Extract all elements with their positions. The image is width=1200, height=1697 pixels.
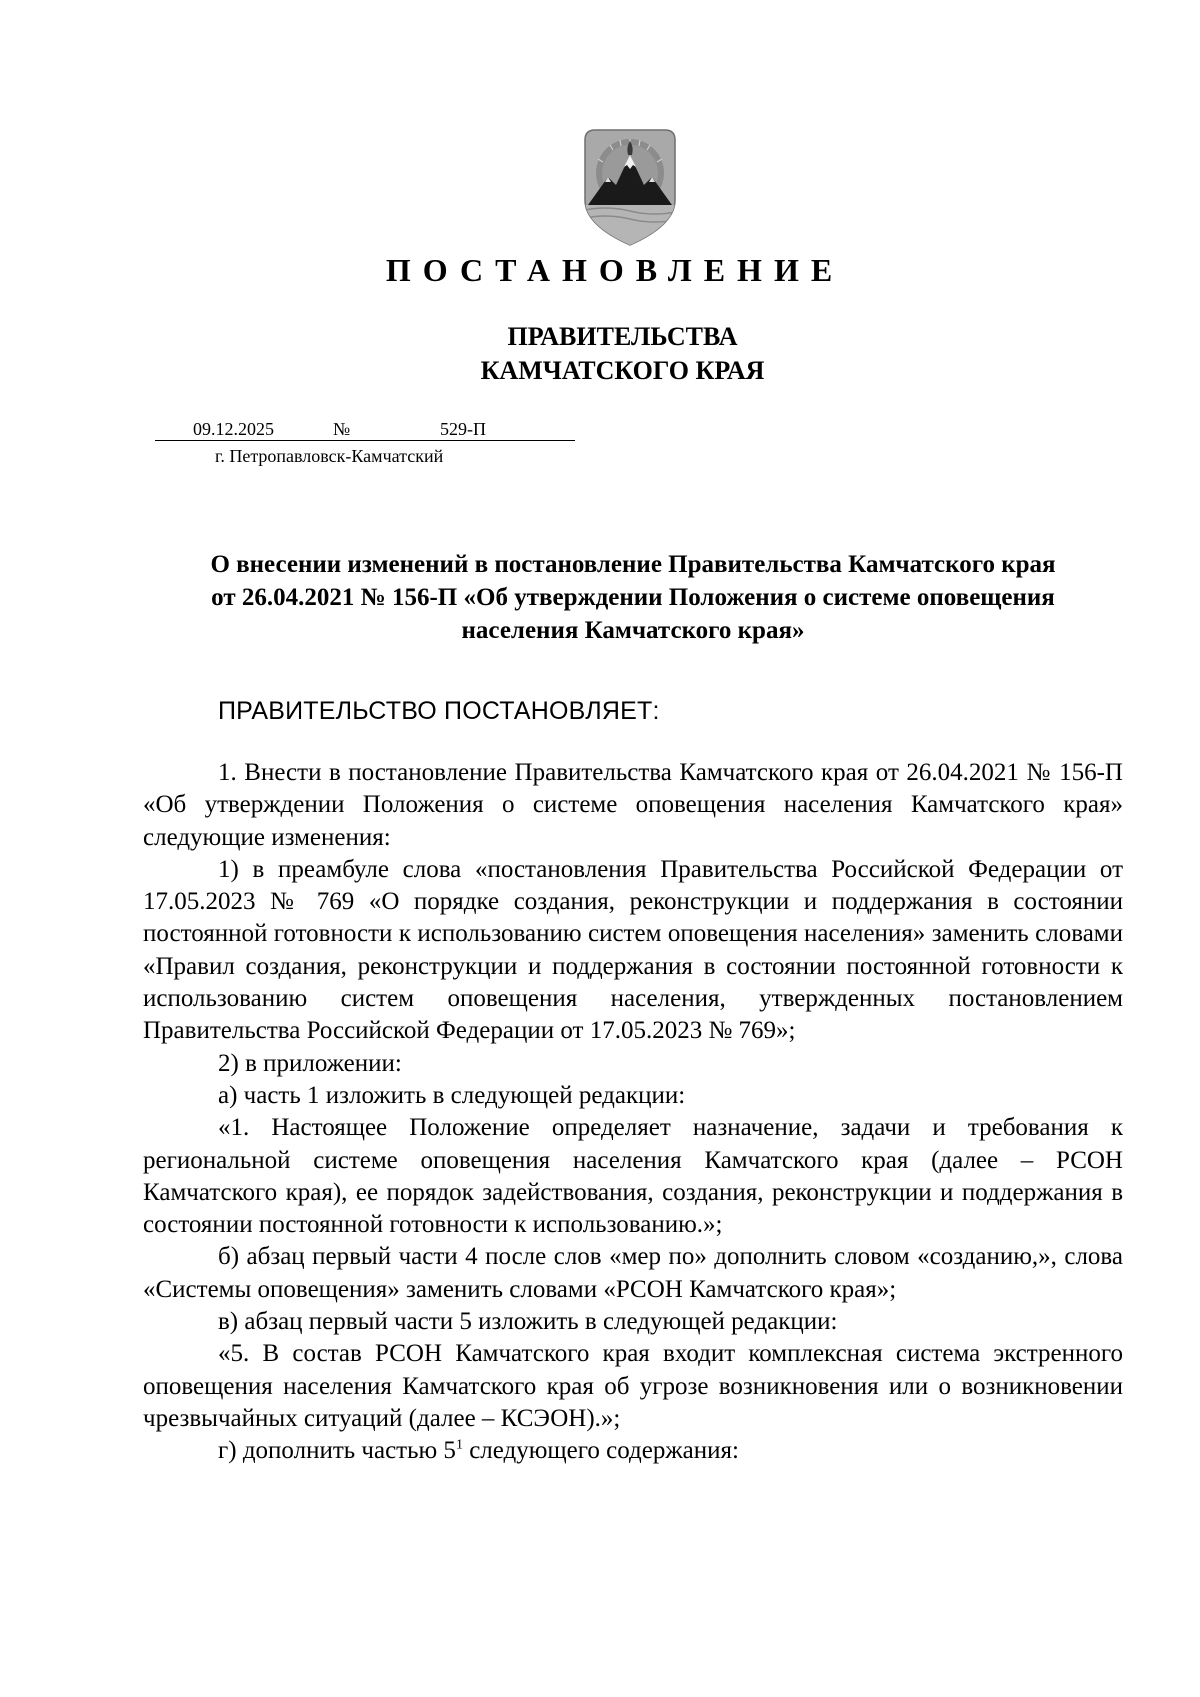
paragraph-2: 1) в преамбуле слова «постановления Правительства Российской Федерации от 17.05.2023 № 769 «О порядке создания, реконструкции и поддержания в состоянии постоянной готовности к использованию систем оповещения населения» заменить словами «Правил создания, реконструкции и поддержания в состоянии постоянной готовности к использованию систем оповещения населения, утвержденных постановлением Правительства Российской Федерации от 17.05.2023 № 769»;	[143, 855, 1123, 1045]
document-date: 09.12.2025	[193, 419, 274, 439]
paragraph-9	[143, 1435, 1123, 1467]
paragraph-6: б) абзац первый части 4 после слов «мер по» дополнить словом «созданию,», слова «Системы оповещения» заменить словами «РСОН Камчатского края»;	[143, 1243, 1123, 1303]
heading-line-2: от 26.04.2021 № 156-П «Об утверждении Положения о системе оповещения	[211, 584, 1055, 611]
decree-statement: ПРАВИТЕЛЬСТВО ПОСТАНОВЛЯЕТ:	[218, 697, 660, 725]
document-city: г. Петропавловск-Камчатский	[215, 446, 444, 466]
heading-line-1: О внесении изменений в постановление Правительства Камчатского края	[210, 551, 1056, 578]
issuer-line-1: ПРАВИТЕЛЬСТВА	[507, 322, 738, 351]
paragraph-4: а) часть 1 изложить в следующей редакции:	[218, 1081, 686, 1109]
heading-line-3: населения Камчатского края»	[461, 617, 805, 644]
paragraph-9-start: г) дополнить частью 5	[218, 1437, 456, 1465]
document-body	[143, 757, 1123, 1468]
paragraph-1: 1. Внести в постановление Правительства Камчатского края от 26.04.2021 № 156-П «Об утверждении Положения о системе оповещения населения Камчатского края» следующие изменения:	[143, 759, 1123, 851]
document-heading	[143, 548, 1123, 647]
paragraph-8: «5. В состав РСОН Камчатского края входит комплексная система экстренного оповещения населения Камчатского края об угрозе возникновения или о возникновении чрезвычайных ситуаций (далее – КСЭОН).»;	[143, 1340, 1123, 1432]
issuer-name	[0, 320, 1200, 388]
paragraph-7: в) абзац первый части 5 изложить в следующей редакции:	[218, 1308, 838, 1336]
coat-of-arms-icon	[580, 125, 680, 250]
issuer-line-2: КАМЧАТСКОГО КРАЯ	[480, 356, 765, 385]
number-sign: №	[333, 419, 351, 439]
document-number: 529-П	[440, 419, 486, 439]
paragraph-5: «1. Настоящее Положение определяет назначение, задачи и требования к региональной системе оповещения населения Камчатского края (далее – РСОН Камчатского края), ее порядок задействования, создания, реконструкции и поддержания в состоянии постоянной готовности к использованию.»;	[143, 1114, 1123, 1239]
paragraph-3: 2) в приложении:	[218, 1049, 402, 1077]
date-number-line	[155, 416, 575, 441]
paragraph-9-end: следующего содержания:	[462, 1437, 739, 1465]
document-type: ПОСТАНОВЛЕНИЕ	[385, 252, 845, 288]
paragraph-9-superscript: 1	[455, 1437, 463, 1453]
